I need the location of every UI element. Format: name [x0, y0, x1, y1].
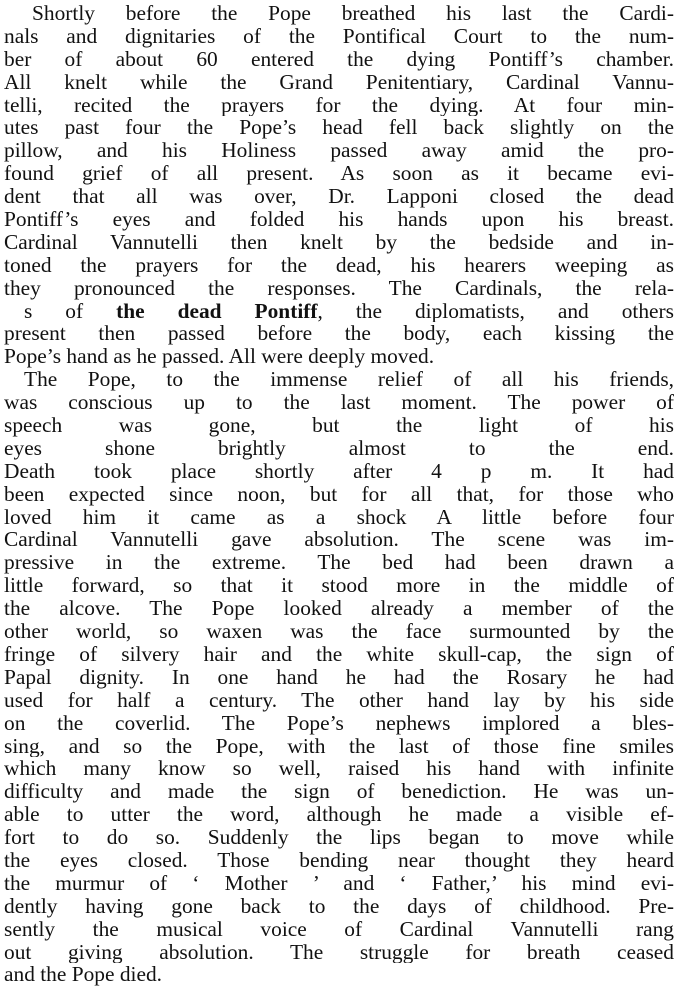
text-line: found grief of all present. As soon as it became evi- — [4, 162, 674, 186]
text-line: other world, so waxen was the face surmounted by the — [4, 620, 674, 643]
text-line: used for half a century. The other hand lay by his side — [4, 688, 674, 712]
text-line: pillow, and his Holiness passed away amid the pro- — [4, 139, 674, 163]
text-fragment: , the diplomatists, and others — [317, 299, 674, 323]
text-line: eyes shone brightly almost to the end. — [4, 436, 674, 460]
text-line: they pronounced the responses. The Cardinals, the rela- — [4, 276, 674, 300]
text-line: the murmur of ‘ Mother ’ and ‘ Father,’ his mind evi- — [4, 871, 674, 895]
text-line: the eyes closed. Those bending near thought they heard — [4, 848, 674, 872]
text-line: sing, and so the Pope, with the last of those fine smiles — [4, 734, 674, 758]
text-line: utes past four the Pope’s head fell back slightly on the — [4, 116, 674, 140]
text-line: nals and dignitaries of the Pontifical Court to the num- — [4, 24, 674, 48]
text-line: telli, recited the prayers for the dying. At four min- — [4, 93, 674, 117]
text-line: Cardinal Vannutelli then knelt by the bedside and in- — [4, 230, 674, 254]
text-line: toned the prayers for the dead, his hearers weeping as — [4, 253, 674, 277]
text-line: ber of about 60 entered the dying Pontiff’s chamber. — [4, 47, 674, 71]
text-line: Cardinal Vannutelli gave absolution. The scene was im- — [4, 528, 674, 552]
text-line: been expected since noon, but for all that, for those who — [4, 482, 674, 506]
text-line: loved him it came as a shock A little before four — [4, 505, 674, 529]
text-line: difficulty and made the sign of benediction. He was un- — [4, 780, 674, 804]
text-line: Pontiff’s eyes and folded his hands upon his breast. — [4, 208, 674, 231]
text-line: Death took place shortly after 4 p m. It had — [4, 459, 674, 483]
text-line: on the coverlid. The Pope’s nephews implored a bles- — [4, 711, 674, 735]
text-line-with-bold — [4, 300, 674, 323]
text-fragment: s of — [24, 299, 117, 323]
text-line: speech was gone, but the light of his — [4, 414, 674, 437]
text-line: fringe of silvery hair and the white skull-cap, the sign of — [4, 642, 674, 666]
text-line: present then passed before the body, each kissing the — [4, 322, 674, 346]
text-line: Papal dignity. In one hand he had the Rosary he had — [4, 665, 674, 689]
text-line: pressive in the extreme. The bed had been drawn a — [4, 551, 674, 575]
text-line: Shortly before the Pope breathed his last the Cardi- — [32, 2, 674, 25]
text-line: which many know so well, raised his hand with infinite — [4, 757, 674, 781]
text-line: little forward, so that it stood more in the middle of — [4, 574, 674, 598]
text-line: dent that all was over, Dr. Lapponi closed the dead — [4, 185, 674, 209]
text-line: dently having gone back to the days of childhood. Pre- — [4, 894, 674, 918]
text-line: was conscious up to the last moment. The power of — [4, 391, 674, 415]
text-line: sently the musical voice of Cardinal Vannutelli rang — [4, 917, 674, 941]
text-line: the alcove. The Pope looked already a member of the — [4, 597, 674, 621]
bold-phrase: the dead Pontiff — [116, 299, 318, 323]
text-line: All knelt while the Grand Penitentiary, Cardinal Vannu- — [4, 70, 674, 94]
text-line: out giving absolution. The struggle for breath ceased — [4, 940, 674, 964]
text-line: and the Pope died. — [4, 963, 163, 987]
text-line: able to utter the word, although he made a visible ef- — [4, 803, 674, 827]
text-line: fort to do so. Suddenly the lips began to move while — [4, 826, 674, 849]
text-line: Pope’s hand as he passed. All were deeply moved. — [4, 345, 435, 369]
text-line: The Pope, to the immense relief of all his friends, — [24, 368, 674, 392]
